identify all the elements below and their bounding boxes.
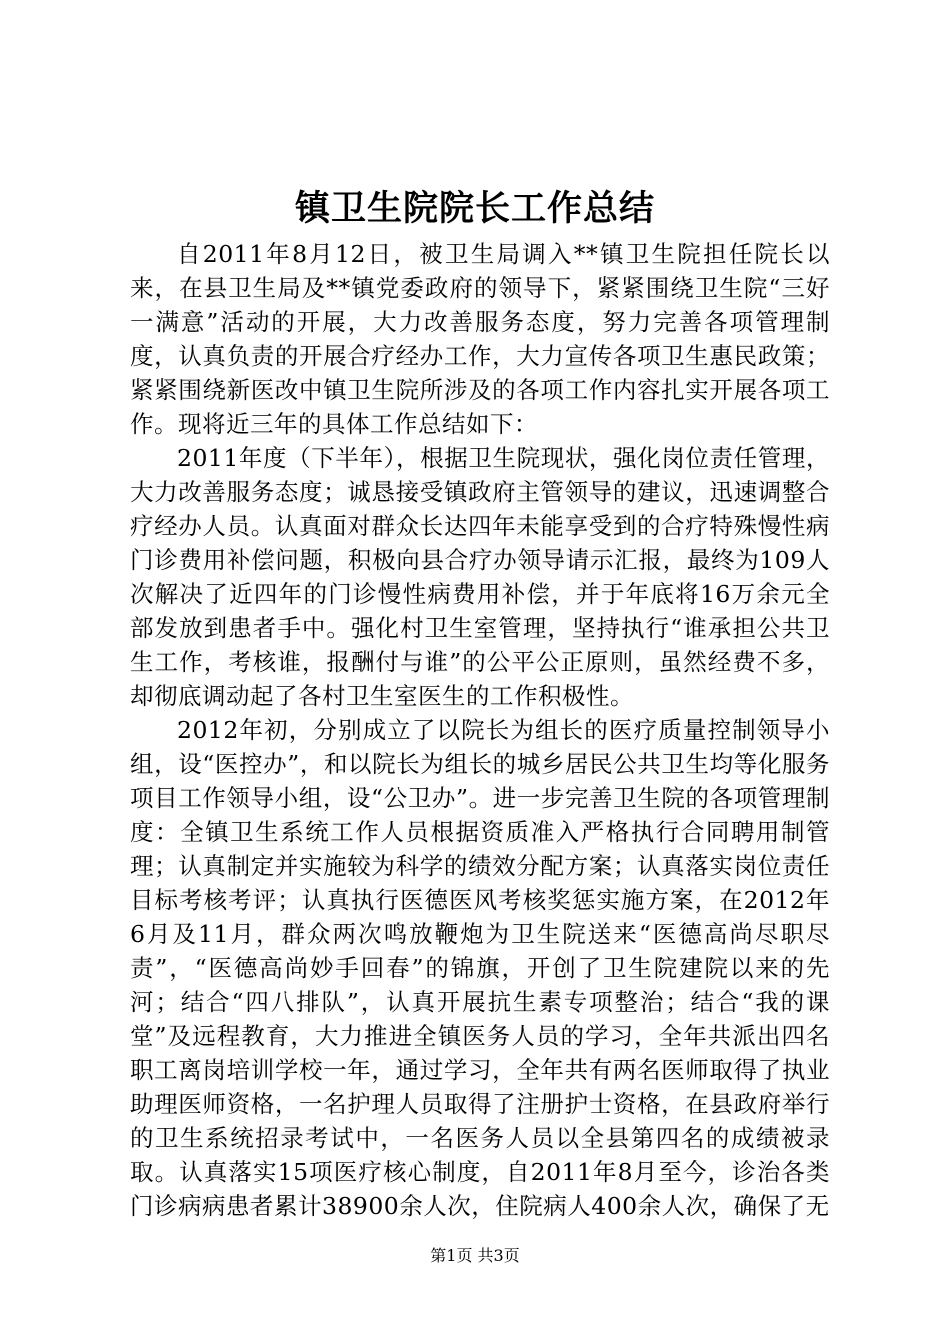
document-title: 镇卫生院院长工作总结 bbox=[294, 188, 655, 229]
paragraph-2011: 2011年度（下半年），根据卫生院现状，强化岗位责任管理，大力改善服务态度；诚恳接受镇政府主管领导的建议，迅速调整合疗经办人员。认真面对群众长达四年未能享受到的合疗特殊慢性病门诊费用补偿问题，积极向县合疗办领导请示汇报，最终为109人次解决了近四年的门诊慢性病费用补偿，并于年底将16万余元全部发放到患者手中。强化村卫生室管理，坚持执行“谁承担公共卫生工作，考核谁，报酬付与谁”的公平公正原则，虽然经费不多，却彻底调动起了各村卫生室医生的工作积极性。 bbox=[130, 444, 830, 710]
document-body bbox=[130, 237, 830, 1223]
page-number-footer: 第1页 共3页 bbox=[430, 1246, 520, 1265]
paragraph-2012: 2012年初，分别成立了以院长为组长的医疗质量控制领导小组，设“医控办”，和以院长为组长的城乡居民公共卫生均等化服务项目工作领导小组，设“公卫办”。进一步完善卫生院的各项管理制度：全镇卫生系统工作人员根据资质准入严格执行合同聘用制管理；认真制定并实施较为科学的绩效分配方案；认真落实岗位责任目标考核考评；认真执行医德医风考核奖惩实施方案，在2012年6月及11月，群众两次鸣放鞭炮为卫生院送来“医德高尚尽职尽责”，“医德高尚妙手回春”的锦旗，开创了卫生院建院以来的先河；结合“四八排队”，认真开展抗生素专项整治；结合“我的课堂”及远程教育，大力推进全镇医务人员的学习，全年共派出四名职工离岗培训学校一年，通过学习，全年共有两名医师取得了执业助理医师资格，一名护理人员取得了注册护士资格，在县政府举行的卫生系统招录考试中，一名医务人员以全县第四名的成绩被录取。认真落实15项医疗核心制度，自2011年8月至今，诊治各类门诊病病患者累计38900余人次，住院病人400余人次，确保了无 bbox=[130, 716, 830, 1220]
paragraph-intro: 自2011年8月12日，被卫生局调入**镇卫生院担任院长以来，在县卫生局及**镇党委政府的领导下，紧紧围绕卫生院“三好一满意”活动的开展，大力改善服务态度，努力完善各项管理制度，认真负责的开展合疗经办工作，大力宣传各项卫生惠民政策；紧紧围绕新医改中镇卫生院所涉及的各项工作内容扎实开展各项工作。现将近三年的具体工作总结如下： bbox=[130, 240, 830, 438]
